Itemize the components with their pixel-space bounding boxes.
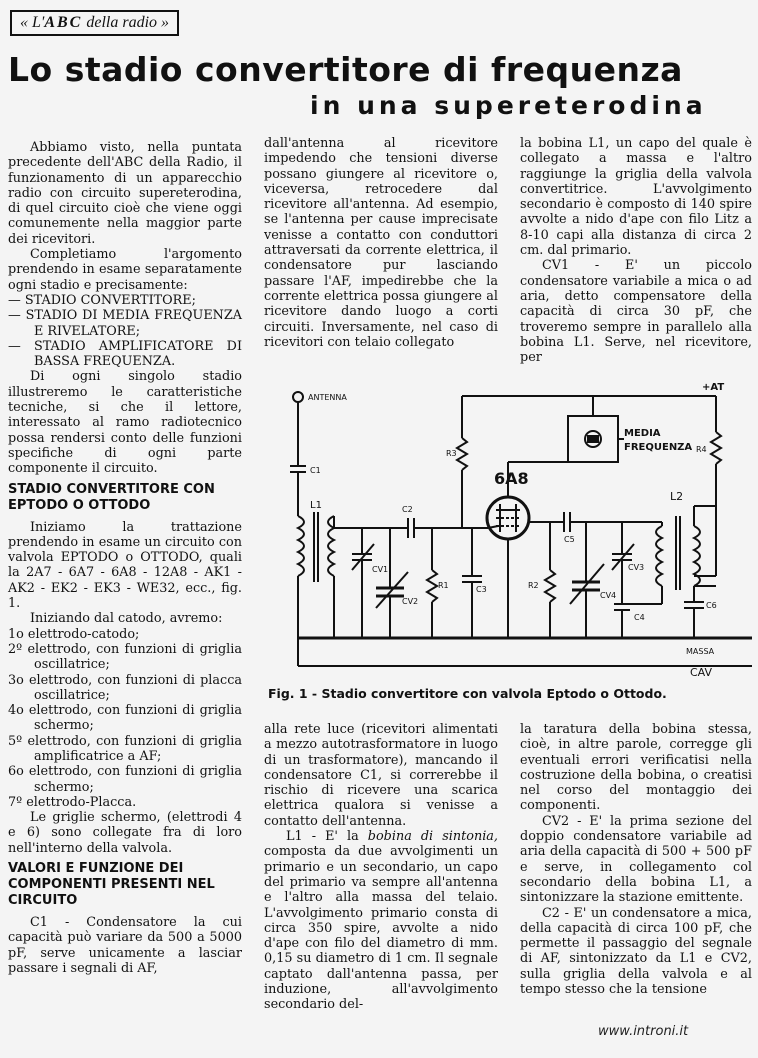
- column-2-top: [264, 136, 498, 350]
- paragraph: Di ogni singolo stadio illustreremo le caratteristiche tecniche, si che il lettore, interessato al ramo radiotecnico possa rendersi conto delle funzioni specifiche di ogni parte componente il circuito.: [8, 369, 242, 477]
- article-subtitle: in una supereterodina: [310, 91, 707, 120]
- label-cv2: CV2: [402, 597, 419, 606]
- paragraph: [264, 829, 498, 1013]
- paragraph: CV2 - E' la prima sezione del doppio condensatore variabile ad aria della capacità di 500 + 500 pF e serve, in collegamento col secondario della bobina L1, a sintonizzare la stazione emittente.: [520, 813, 752, 906]
- label-massa: MASSA: [686, 647, 715, 656]
- paragraph: Completiamo l'argomento prendendo in esame separatamente ogni stadio e precisamente:: [8, 247, 242, 293]
- section-heading: STADIO CONVERTITORE CON EPTODO O OTTODO: [8, 481, 215, 513]
- list-item: — STADIO DI MEDIA FREQUENZA E RIVELATORE;: [8, 308, 242, 339]
- paragraph: C2 - E' un condensatore a mica, della capacità di circa 100 pF, che permette il passaggio del segnale di AF, sintonizzato da L1 e CV2, sulla griglia della valvola e al tempo stesso che la tensione: [520, 905, 752, 998]
- column-3-top: [520, 136, 752, 365]
- label-at: +AT: [702, 382, 725, 393]
- label-if-bottom: FREQUENZA: [624, 442, 693, 453]
- paragraph: C1 - Condensatore la cui capacità può variare da 500 a 5000 pF, serve unicamente a lasciar passare i segnali di AF,: [8, 915, 242, 976]
- label-r1: R1: [438, 581, 449, 590]
- label-c5: C5: [564, 535, 575, 544]
- article-title: Lo stadio convertitore di frequenza: [8, 50, 683, 89]
- watermark: www.introni.it: [598, 1024, 689, 1039]
- label-l2: L2: [670, 490, 684, 503]
- text-run: L1 - E' la: [286, 829, 368, 845]
- list-item: 5º elettrodo, con funzioni di griglia amplificatrice a AF;: [8, 733, 242, 764]
- schematic-diagram: [262, 376, 756, 680]
- label-if-top: MEDIA: [624, 428, 661, 439]
- label-c2: C2: [402, 505, 413, 514]
- column-1: [8, 140, 242, 976]
- paragraph: Le griglie schermo, (elettrodi 4 e 6) sono collegate fra di loro nell'interno della valvola.: [8, 810, 242, 856]
- label-antenna: ANTENNA: [308, 393, 347, 402]
- column-3-bottom: [520, 722, 752, 997]
- label-r3: R3: [446, 449, 457, 458]
- label-cav: CAV: [690, 666, 713, 679]
- kicker-abc: ABC: [44, 14, 83, 31]
- paragraph: Iniziando dal catodo, avremo:: [30, 611, 223, 627]
- list-item: 7º elettrodo-Placca.: [8, 794, 137, 810]
- paragraph: la bobina L1, un capo del quale è collegato a massa e l'altro raggiunge la griglia della valvola convertitrice. L'avvolgimento secondario è composto di 140 spire avvolte a nido d'ape con filo Litz a 8-10 capi alla distanza di circa 2 cm. dal primario.: [520, 136, 752, 259]
- label-cv3: CV3: [628, 563, 645, 572]
- label-r2: R2: [528, 581, 539, 590]
- l2-coil: [656, 526, 662, 586]
- section-kicker: [10, 10, 179, 36]
- label-c6: C6: [706, 601, 717, 610]
- kicker-suffix: della radio »: [82, 14, 170, 31]
- list-item: 1o elettrodo-catodo;: [8, 626, 140, 642]
- emphasis: bobina di sintonia,: [367, 829, 498, 845]
- label-cv4: CV4: [600, 591, 617, 600]
- figure-caption: Fig. 1 - Stadio convertitore con valvola Eptodo o Ottodo.: [268, 686, 667, 701]
- paragraph: dall'antenna al ricevitore impedendo che tensioni diverse possano giungere al ricevitore o, viceversa, retrocedere dal ricevitore all'antenna. Ad esempio, se l'antenna per cause imprecisate venisse a contatto con conduttori attraversati da corrente elettrica, il condensatore pur lasciando passare l'AF, impedirebbe che la corrente elettrica possa giungere al ricevitore dando luogo a corti circuiti. Inversamente, nel caso di ricevitori con telaio collegato: [264, 136, 498, 350]
- label-c3: C3: [476, 585, 487, 594]
- text-run: composta da due avvolgimenti un primario e un secondario, un capo del primario va sempre all'antenna e l'altro alla massa del telaio. L'avvolgimento primario consta di circa 350 spire, avvolte a nido d'ape con filo del diametro di mm. 0,15 su diametro di 1 cm. Il segnale captato dall'antenna passa, per induzione, all'avvolgimento secondario del-: [264, 844, 498, 1013]
- paragraph: Iniziamo la trattazione prendendo in esame un circuito con valvola EPTODO o OTTODO, quali la 2A7 - 6A7 - 6A8 - 12A8 - AK1 - AK2 - EK2 - EK3 - WE32, ecc., fig. 1.: [8, 519, 242, 612]
- list-item: — STADIO CONVERTITORE;: [8, 292, 196, 308]
- list-item: 6o elettrodo, con funzioni di griglia schermo;: [8, 764, 242, 795]
- antenna-terminal: [293, 392, 303, 402]
- paragraph: CV1 - E' un piccolo condensatore variabile a mica o ad aria, detto compensatore della capacità di circa 30 pF, che troveremo sempre in parallelo alla bobina L1. Serve, nel ricevitore, per: [520, 258, 752, 366]
- l1-primary-coil: [298, 516, 304, 576]
- list-item: 3o elettrodo, con funzioni di placca oscillatrice;: [8, 672, 242, 703]
- list-item: — STADIO AMPLIFICATORE DI BASSA FREQUENZA.: [8, 338, 242, 370]
- kicker-prefix: « L': [20, 14, 45, 31]
- label-c4: C4: [634, 613, 645, 622]
- section-heading: VALORI E FUNZIONE DEI COMPONENTI PRESENTI NEL CIRCUITO: [8, 861, 215, 909]
- label-valve: 6A8: [494, 469, 529, 488]
- paragraph: Abbiamo visto, nella puntata precedente dell'ABC della Radio, il funzionamento di un apparecchio radio con circuito supereterodina, di quel circuito cioè che viene oggi comunemente nella maggior parte dei ricevitori.: [8, 140, 242, 247]
- label-cv1: CV1: [372, 565, 389, 574]
- column-2-bottom: [264, 722, 498, 1013]
- paragraph: la taratura della bobina stessa, cioè, in altre parole, corregge gli eventuali errori verificatisi nella costruzione della bobina, o creatisi nel corso del montaggio dei componenti.: [520, 722, 752, 814]
- list-item: 4o elettrodo, con funzioni di griglia schermo;: [8, 703, 242, 734]
- list-item: 2º elettrodo, con funzioni di griglia oscillatrice;: [8, 641, 242, 673]
- label-l1: L1: [310, 500, 322, 511]
- label-r4: R4: [696, 445, 707, 454]
- paragraph: alla rete luce (ricevitori alimentati a mezzo autotrasformatore in luogo di un trasformatore), mancando il condensatore C1, si correrebbe il rischio di ricevere una scarica elettrica qualora si venisse a contatto dell'antenna.: [264, 722, 498, 829]
- label-c1: C1: [310, 466, 321, 475]
